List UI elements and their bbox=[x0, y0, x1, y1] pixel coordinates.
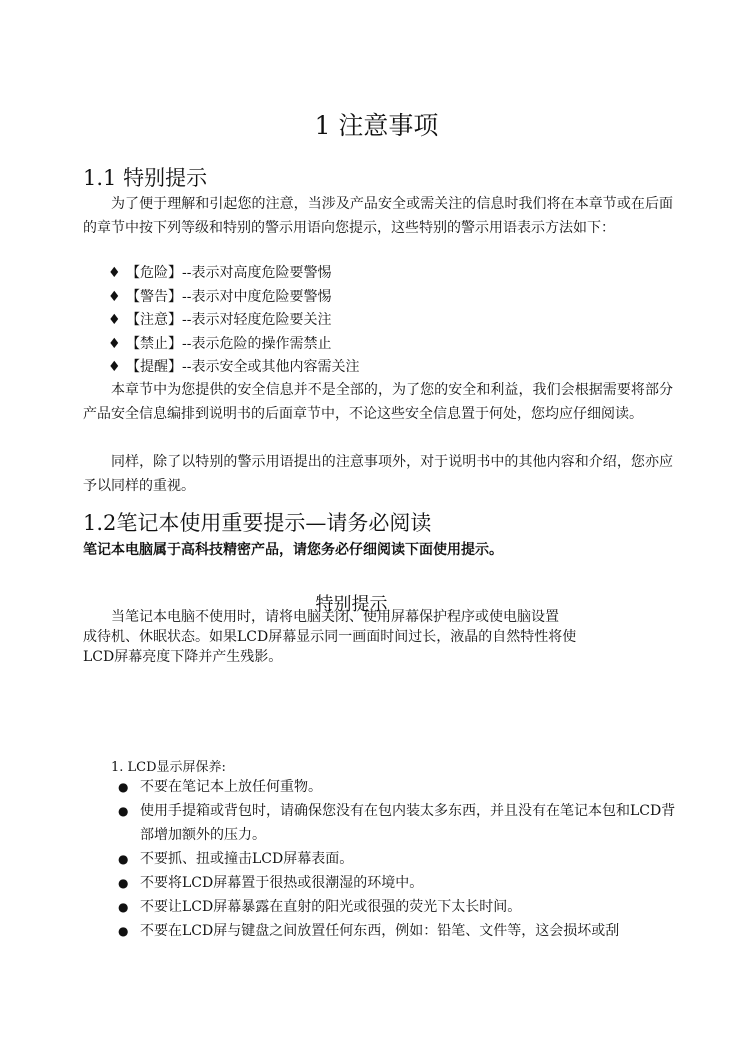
safety-info-paragraph: 本章节中为您提供的安全信息并不是全部的，为了您的安全和利益，我们会根据需要将部分产品安全信息编排到说明书的后面章节中，不论这些安全信息置于何处，您均应仔细阅读。 bbox=[83, 382, 673, 422]
diamond-bullet-icon: ♦ bbox=[108, 335, 121, 352]
warning-level-item: ♦ 【禁止】--表示危险的操作需禁止 bbox=[108, 333, 359, 357]
lcd-care-item: ● 不要在LCD屏与键盘之间放置任何东西，例如：铅笔、文件等，这会损坏或刮 bbox=[118, 919, 678, 943]
lcd-care-item: ● 使用手提箱或背包时，请确保您没有在包内装太多东西，并且没有在笔记本包和LCD背部增加额外的压力。 bbox=[118, 799, 678, 847]
diamond-bullet-icon: ♦ bbox=[108, 359, 121, 376]
lcd-care-list bbox=[118, 775, 678, 943]
lcd-care-item: ● 不要让LCD屏幕暴露在直射的阳光或很强的荧光下太长时间。 bbox=[118, 895, 678, 919]
section-heading-1-2: 1.2笔记本使用重要提示—请务必阅读 bbox=[83, 511, 432, 535]
diamond-bullet-icon: ♦ bbox=[108, 312, 121, 329]
lcd-care-item: ● 不要抓、扭或撞击LCD屏幕表面。 bbox=[118, 847, 678, 871]
lcd-care-item: ● 不要将LCD屏幕置于很热或很潮湿的环境中。 bbox=[118, 871, 678, 895]
notice-bold-line: 笔记本电脑属于高科技精密产品，请您务必仔细阅读下面使用提示。 bbox=[83, 542, 503, 558]
warning-level-list bbox=[108, 262, 359, 380]
lcd-care-heading: 1. LCD显示屏保养: bbox=[111, 760, 226, 775]
diamond-bullet-icon: ♦ bbox=[108, 265, 121, 281]
bullet-dot-icon: ● bbox=[118, 780, 129, 794]
warning-level-item: ♦ 【提醒】--表示安全或其他内容需关注 bbox=[108, 356, 359, 380]
bullet-dot-icon: ● bbox=[118, 804, 129, 818]
diamond-bullet-icon: ♦ bbox=[108, 288, 121, 305]
lcd-care-item: ● 不要在笔记本上放任何重物。 bbox=[118, 775, 678, 799]
other-content-paragraph: 同样，除了以特别的警示用语提出的注意事项外，对于说明书中的其他内容和介绍，您亦应予以同样的重视。 bbox=[83, 454, 673, 494]
intro-paragraph: 为了便于理解和引起您的注意，当涉及产品安全或需关注的信息时我们将在本章节或在后面的章节中按下列等级和特别的警示用语向您提示，这些特别的警示用语表示方法如下： bbox=[83, 196, 673, 236]
special-tip-text: 当笔记本电脑不使用时，请将电脑关闭、使用屏幕保护程序或使电脑设置 成待机、休眠状态。如果LCD屏幕显示同一画面时间过长，液晶的自然特性将使 LCD屏幕亮度下降并产生残影。 bbox=[83, 609, 577, 665]
page-title: 1 注意事项 bbox=[314, 111, 439, 140]
section-heading-1-1: 1.1 特别提示 bbox=[83, 166, 208, 190]
bullet-dot-icon: ● bbox=[118, 900, 129, 914]
bullet-dot-icon: ● bbox=[118, 924, 129, 938]
bullet-dot-icon: ● bbox=[118, 876, 129, 890]
warning-level-item: ♦ 【警告】--表示对中度危险要警惕 bbox=[108, 286, 359, 310]
bullet-dot-icon: ● bbox=[118, 852, 129, 866]
warning-level-item: ♦ 【注意】--表示对轻度危险要关注 bbox=[108, 309, 359, 333]
warning-level-item: ♦ 【危险】--表示对高度危险要警惕 bbox=[108, 262, 359, 286]
special-tip-title: 特别提示 bbox=[315, 594, 388, 615]
